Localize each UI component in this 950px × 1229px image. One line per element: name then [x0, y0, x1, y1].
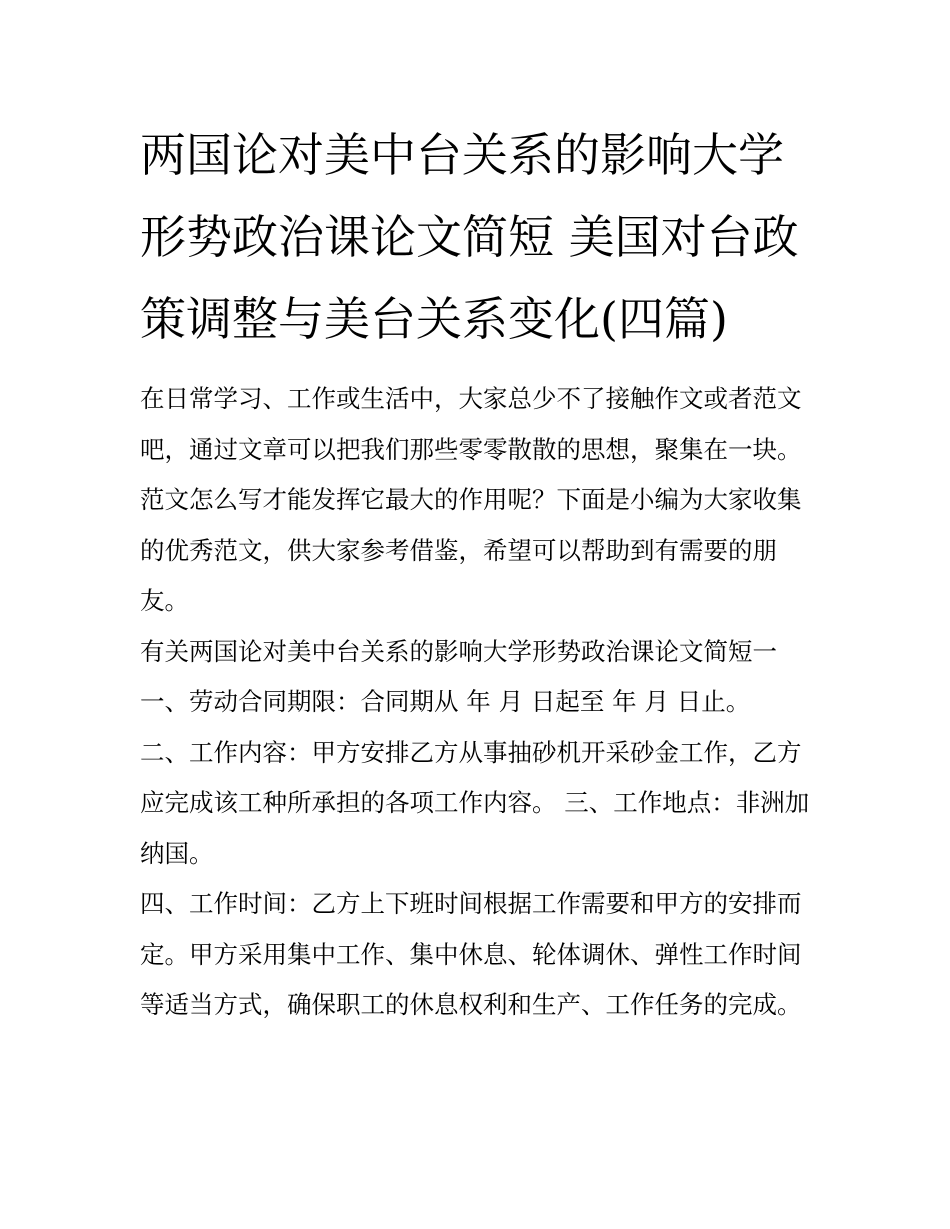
clause-work-time: 四、工作时间：乙方上下班时间根据工作需要和甲方的安排而定。甲方采用集中工作、集中休息、轮体调休、弹性工作时间等适当方式，确保职工的休息权利和生产、工作任务的完成。	[140, 889, 802, 1019]
clause-contract-term: 一、劳动合同期限：合同期从 年 月 日起至 年 月 日止。	[140, 687, 751, 716]
document-title: 两国论对美中台关系的影响大学形势政治课论文简短 美国对台政策调整与美台关系变化(四篇)	[140, 128, 799, 346]
section-heading: 有关两国论对美中台关系的影响大学形势政治课论文简短一	[140, 636, 777, 666]
clause-work-content-location: 二、工作内容：甲方安排乙方从事抽砂机开采砂金工作，乙方应完成该工种所承担的各项工作内容。 三、工作地点：非洲加纳国。	[140, 737, 810, 868]
document-body	[140, 374, 820, 1031]
intro-paragraph: 在日常学习、工作或生活中，大家总少不了接触作文或者范文吧，通过文章可以把我们那些零零散散的思想，聚集在一块。范文怎么写才能发挥它最大的作用呢？下面是小编为大家收集的优秀范文，供大家参考借鉴，希望可以帮助到有需要的朋友。	[140, 384, 802, 615]
document-content	[140, 114, 820, 1031]
